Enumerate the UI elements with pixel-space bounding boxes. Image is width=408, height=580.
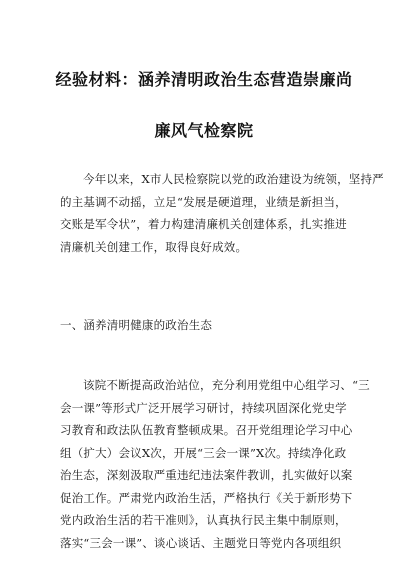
section-line: 落实“三会一课”、谈心谈话、主题党日等党内各项组织 <box>60 535 342 550</box>
section-heading <box>60 314 350 337</box>
section-paragraph <box>60 374 370 554</box>
section-line: 习教育和政法队伍教育整顿成果。召开党组理论学习中心 <box>60 423 353 437</box>
intro-line: 今年以来，X市人民检察院以党的政治建设为统领，坚持严 <box>83 172 384 186</box>
intro-line: 的主基调不动摇，立足“发展是硬道理，业绩是新担当， <box>60 194 347 209</box>
section-heading-text: 一、涵养清明健康的政治生态 <box>60 318 213 332</box>
section-line: 促治工作。严肃党内政治生活，严格执行《关于新形势下 <box>60 490 353 505</box>
section-line: 组（扩大）会议X次，开展“三会一课”X次。持续净化政 <box>60 445 347 460</box>
section-line: 党内政治生活的若干准则》，认真执行民主集中制原则， <box>60 513 347 527</box>
section-line: 会一课”等形式广泛开展学习研讨，持续巩固深化党史学 <box>60 400 347 415</box>
intro-line: 交账是军令状”，着力构建清廉机关创建体系，扎实推进 <box>60 217 347 231</box>
document-title-line-2: 廉风气检察院 <box>154 121 254 140</box>
intro-line: 清廉机关创建工作，取得良好成效。 <box>60 239 248 254</box>
section-line: 该院不断提高政治站位，充分利用党组中心组学习、“三 <box>83 378 370 392</box>
intro-paragraph <box>60 168 384 258</box>
section-line: 治生态，深刻汲取严重违纪违法案件教训，扎实做好以案 <box>60 468 353 482</box>
document-title-line-1: 经验材料：涵养清明政治生态营造崇廉尚 <box>55 70 353 89</box>
